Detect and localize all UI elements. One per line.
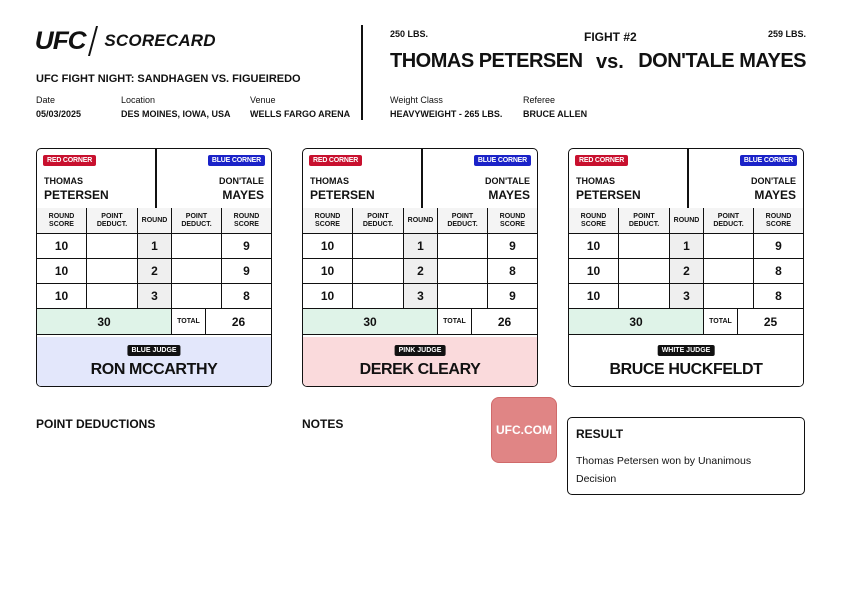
point-deductions-title: POINT DEDUCTIONS: [36, 417, 156, 431]
red-fighter-weight: 250 LBS.: [390, 29, 429, 39]
notes-title: NOTES: [302, 417, 344, 431]
red-round-score: 10: [37, 234, 87, 258]
judge-scorecard-3: [568, 148, 804, 387]
round-number: 1: [138, 234, 172, 258]
judge-scorecard-1: [36, 148, 272, 387]
red-last-name: PETERSEN: [576, 188, 641, 202]
score-header-row: [303, 208, 537, 234]
ufc-scorecard-logo: [36, 26, 216, 56]
red-point-deduction: [619, 234, 670, 258]
blue-round-score-header: ROUND SCORE: [754, 208, 803, 233]
blue-corner-fighter: [219, 174, 264, 202]
red-corner-fighter: [44, 174, 109, 202]
round-header: ROUND: [670, 208, 704, 233]
blue-round-score-header: ROUND SCORE: [222, 208, 271, 233]
blue-point-deduction: [438, 259, 488, 283]
blue-round-score: 9: [509, 289, 516, 303]
judge-color-badge: PINK JUDGE: [395, 345, 446, 356]
red-first-name: THOMAS: [576, 176, 615, 186]
blue-point-deduct-header: POINT DEDUCT.: [438, 208, 488, 233]
red-first-name: THOMAS: [310, 176, 349, 186]
blue-fighter-weight: 259 LBS.: [767, 29, 806, 39]
location-block: [121, 95, 231, 119]
red-round-score: 10: [303, 284, 353, 308]
blue-fighter-name: DON'TALE MAYES: [638, 50, 806, 72]
blue-round-score: 8: [775, 289, 782, 303]
judge-panel: [569, 337, 803, 387]
result-text: Thomas Petersen won by Unanimous Decision: [576, 455, 752, 485]
blue-corner-fighter: [485, 174, 530, 202]
blue-round-score-header: ROUND SCORE: [488, 208, 537, 233]
red-corner-badge: RED CORNER: [309, 155, 362, 166]
red-first-name: THOMAS: [44, 176, 83, 186]
red-round-score: 10: [569, 234, 619, 258]
blue-round-score: 9: [243, 239, 250, 253]
blue-point-deduction: [172, 284, 222, 308]
corner-divider: [687, 149, 689, 208]
date-label: Date: [36, 95, 56, 105]
scorecard-title: SCORECARD: [104, 31, 216, 50]
blue-corner-fighter: [751, 174, 796, 202]
blue-first-name: DON'TALE: [219, 176, 264, 186]
red-point-deduction: [353, 259, 404, 283]
blue-round-score: 9: [509, 239, 516, 253]
red-point-deduct-header: POINT DEDUCT.: [353, 208, 404, 233]
judge-color-badge: WHITE JUDGE: [658, 345, 715, 356]
red-point-deduction: [619, 259, 670, 283]
blue-round-score: 8: [243, 289, 250, 303]
round-row: [303, 234, 537, 259]
corner-header: [37, 149, 271, 209]
red-point-deduction: [353, 234, 404, 258]
date-block: [36, 95, 81, 119]
round-header: ROUND: [404, 208, 438, 233]
round-row: [37, 284, 271, 309]
blue-total-score: 25: [763, 314, 778, 329]
red-round-score-header: ROUND SCORE: [569, 208, 619, 233]
round-number: 2: [670, 259, 704, 283]
judge-panel: [303, 337, 537, 387]
corner-header: [303, 149, 537, 209]
red-round-score: 10: [569, 259, 619, 283]
venue-value: WELLS FARGO ARENA: [250, 109, 351, 119]
score-grid: [37, 208, 271, 335]
referee-label: Referee: [523, 95, 556, 105]
round-row: [569, 284, 803, 309]
blue-total-score: 26: [231, 314, 246, 329]
red-corner-fighter: [310, 174, 375, 202]
blue-first-name: DON'TALE: [485, 176, 530, 186]
red-point-deduction: [619, 284, 670, 308]
blue-point-deduction: [704, 284, 754, 308]
red-corner-badge: RED CORNER: [43, 155, 96, 166]
ufc-logo: UFC: [34, 26, 86, 55]
red-round-score-header: ROUND SCORE: [303, 208, 353, 233]
blue-round-score: 9: [243, 264, 250, 278]
blue-round-score: 8: [775, 264, 782, 278]
blue-last-name: MAYES: [488, 188, 530, 202]
blue-point-deduct-header: POINT DEDUCT.: [172, 208, 222, 233]
red-round-score: 10: [303, 259, 353, 283]
result-title: RESULT: [576, 427, 624, 441]
red-corner-fighter: [576, 174, 641, 202]
round-header: ROUND: [138, 208, 172, 233]
blue-first-name: DON'TALE: [751, 176, 796, 186]
blue-point-deduction: [438, 284, 488, 308]
red-corner-badge: RED CORNER: [575, 155, 628, 166]
header-divider: [361, 25, 363, 120]
round-number: 1: [670, 234, 704, 258]
total-row: [569, 309, 803, 335]
judge-color-badge: BLUE JUDGE: [127, 345, 180, 356]
blue-round-score: 8: [509, 264, 516, 278]
blue-last-name: MAYES: [222, 188, 264, 202]
location-label: Location: [121, 95, 156, 105]
red-total-score: 30: [303, 309, 438, 334]
red-fighter-name: THOMAS PETERSEN: [390, 50, 583, 72]
judge-name: DEREK CLEARY: [359, 361, 481, 378]
referee-value: BRUCE ALLEN: [523, 109, 588, 119]
red-round-score: 10: [37, 259, 87, 283]
venue-block: [250, 95, 350, 119]
logo-divider: [88, 26, 98, 56]
corner-divider: [421, 149, 423, 208]
red-point-deduction: [87, 234, 138, 258]
ufc-com-badge: UFC.COM: [491, 397, 557, 463]
judge-name: BRUCE HUCKFELDT: [609, 361, 763, 378]
date-value: 05/03/2025: [36, 109, 82, 119]
round-row: [303, 284, 537, 309]
result-box: [567, 417, 805, 495]
location-value: DES MOINES, IOWA, USA: [121, 109, 231, 119]
red-last-name: PETERSEN: [310, 188, 375, 202]
score-header-row: [569, 208, 803, 234]
corner-header: [569, 149, 803, 209]
blue-corner-badge: BLUE CORNER: [474, 155, 531, 166]
blue-total-score: 26: [497, 314, 512, 329]
vs-label: vs.: [596, 51, 624, 73]
weight-class-label: Weight Class: [390, 95, 443, 105]
blue-point-deduction: [172, 234, 222, 258]
score-grid: [569, 208, 803, 335]
judge-panel: [37, 337, 271, 387]
round-row: [569, 234, 803, 259]
round-row: [37, 259, 271, 284]
judge-name: RON MCCARTHY: [90, 361, 218, 378]
score-grid: [303, 208, 537, 335]
red-point-deduction: [87, 259, 138, 283]
blue-point-deduction: [704, 234, 754, 258]
red-round-score-header: ROUND SCORE: [37, 208, 87, 233]
total-row: [303, 309, 537, 335]
blue-point-deduction: [704, 259, 754, 283]
red-round-score: 10: [303, 234, 353, 258]
blue-point-deduction: [172, 259, 222, 283]
round-number: 1: [404, 234, 438, 258]
red-point-deduct-header: POINT DEDUCT.: [619, 208, 670, 233]
judge-scorecard-2: [302, 148, 538, 387]
fight-number: FIGHT #2: [584, 30, 637, 44]
weight-class-value: HEAVYWEIGHT - 265 LBS.: [390, 109, 503, 119]
blue-corner-badge: BLUE CORNER: [740, 155, 797, 166]
round-number: 3: [670, 284, 704, 308]
red-point-deduct-header: POINT DEDUCT.: [87, 208, 138, 233]
blue-last-name: MAYES: [754, 188, 796, 202]
total-label: TOTAL: [704, 309, 738, 334]
referee-block: [523, 95, 587, 119]
red-total-score: 30: [569, 309, 704, 334]
red-last-name: PETERSEN: [44, 188, 109, 202]
red-point-deduction: [87, 284, 138, 308]
round-number: 3: [138, 284, 172, 308]
total-label: TOTAL: [172, 309, 206, 334]
round-number: 2: [138, 259, 172, 283]
blue-corner-badge: BLUE CORNER: [208, 155, 265, 166]
score-header-row: [37, 208, 271, 234]
venue-label: Venue: [250, 95, 276, 105]
blue-point-deduction: [438, 234, 488, 258]
blue-round-score: 9: [775, 239, 782, 253]
blue-point-deduct-header: POINT DEDUCT.: [704, 208, 754, 233]
event-name: UFC FIGHT NIGHT: SANDHAGEN VS. FIGUEIREDO: [36, 73, 301, 85]
corner-divider: [155, 149, 157, 208]
red-total-score: 30: [37, 309, 172, 334]
red-round-score: 10: [569, 284, 619, 308]
round-row: [303, 259, 537, 284]
total-label: TOTAL: [438, 309, 472, 334]
round-number: 3: [404, 284, 438, 308]
weight-class-block: [390, 95, 502, 119]
round-row: [37, 234, 271, 259]
red-round-score: 10: [37, 284, 87, 308]
round-number: 2: [404, 259, 438, 283]
total-row: [37, 309, 271, 335]
round-row: [569, 259, 803, 284]
red-point-deduction: [353, 284, 404, 308]
